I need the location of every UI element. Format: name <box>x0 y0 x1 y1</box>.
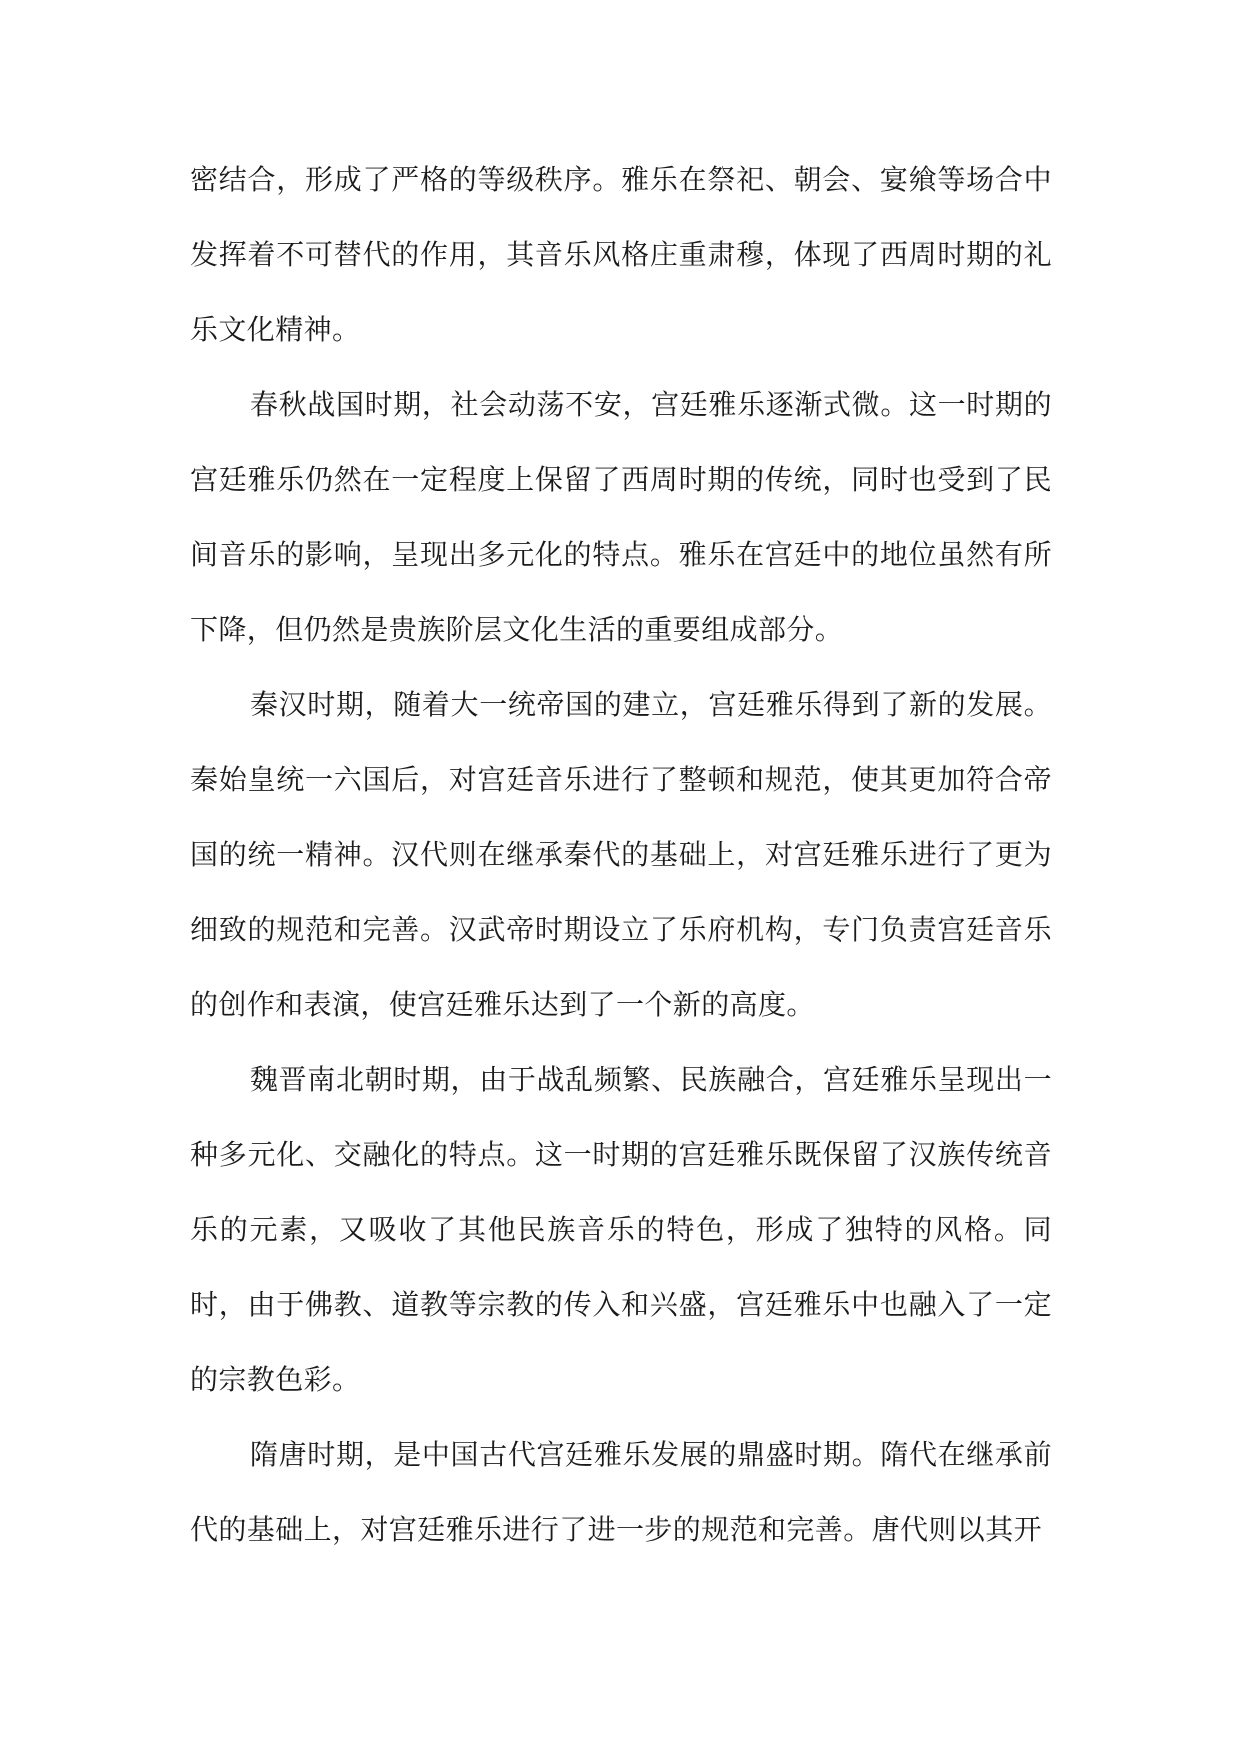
paragraph-sui-tang: 隋唐时期，是中国古代宫廷雅乐发展的鼎盛时期。隋代在继承前代的基础上，对宫廷雅乐进行了进一步的规范和完善。唐代则以其开 <box>190 1438 1052 1546</box>
paragraph-wei-jin: 魏晋南北朝时期，由于战乱频繁、民族融合，宫廷雅乐呈现出一种多元化、交融化的特点。这一时期的宫廷雅乐既保留了汉族传统音乐的元素，又吸收了其他民族音乐的特色，形成了独特的风格。同时，由于佛教、道教等宗教的传入和兴盛，宫廷雅乐中也融入了一定的宗教色彩。 <box>190 1063 1052 1396</box>
body-text <box>190 142 1052 1567</box>
paragraph-qin-han: 秦汉时期，随着大一统帝国的建立，宫廷雅乐得到了新的发展。秦始皇统一六国后，对宫廷音乐进行了整顿和规范，使其更加符合帝国的统一精神。汉代则在继承秦代的基础上，对宫廷雅乐进行了更为细致的规范和完善。汉武帝时期设立了乐府机构，专门负责宫廷音乐的创作和表演，使宫廷雅乐达到了一个新的高度。 <box>190 688 1052 1021</box>
paragraph-continuation: 密结合，形成了严格的等级秩序。雅乐在祭祀、朝会、宴飨等场合中发挥着不可替代的作用，其音乐风格庄重肃穆，体现了西周时期的礼乐文化精神。 <box>190 163 1052 346</box>
paragraph-spring-autumn: 春秋战国时期，社会动荡不安，宫廷雅乐逐渐式微。这一时期的宫廷雅乐仍然在一定程度上保留了西周时期的传统，同时也受到了民间音乐的影响，呈现出多元化的特点。雅乐在宫廷中的地位虽然有所下降，但仍然是贵族阶层文化生活的重要组成部分。 <box>190 388 1052 646</box>
